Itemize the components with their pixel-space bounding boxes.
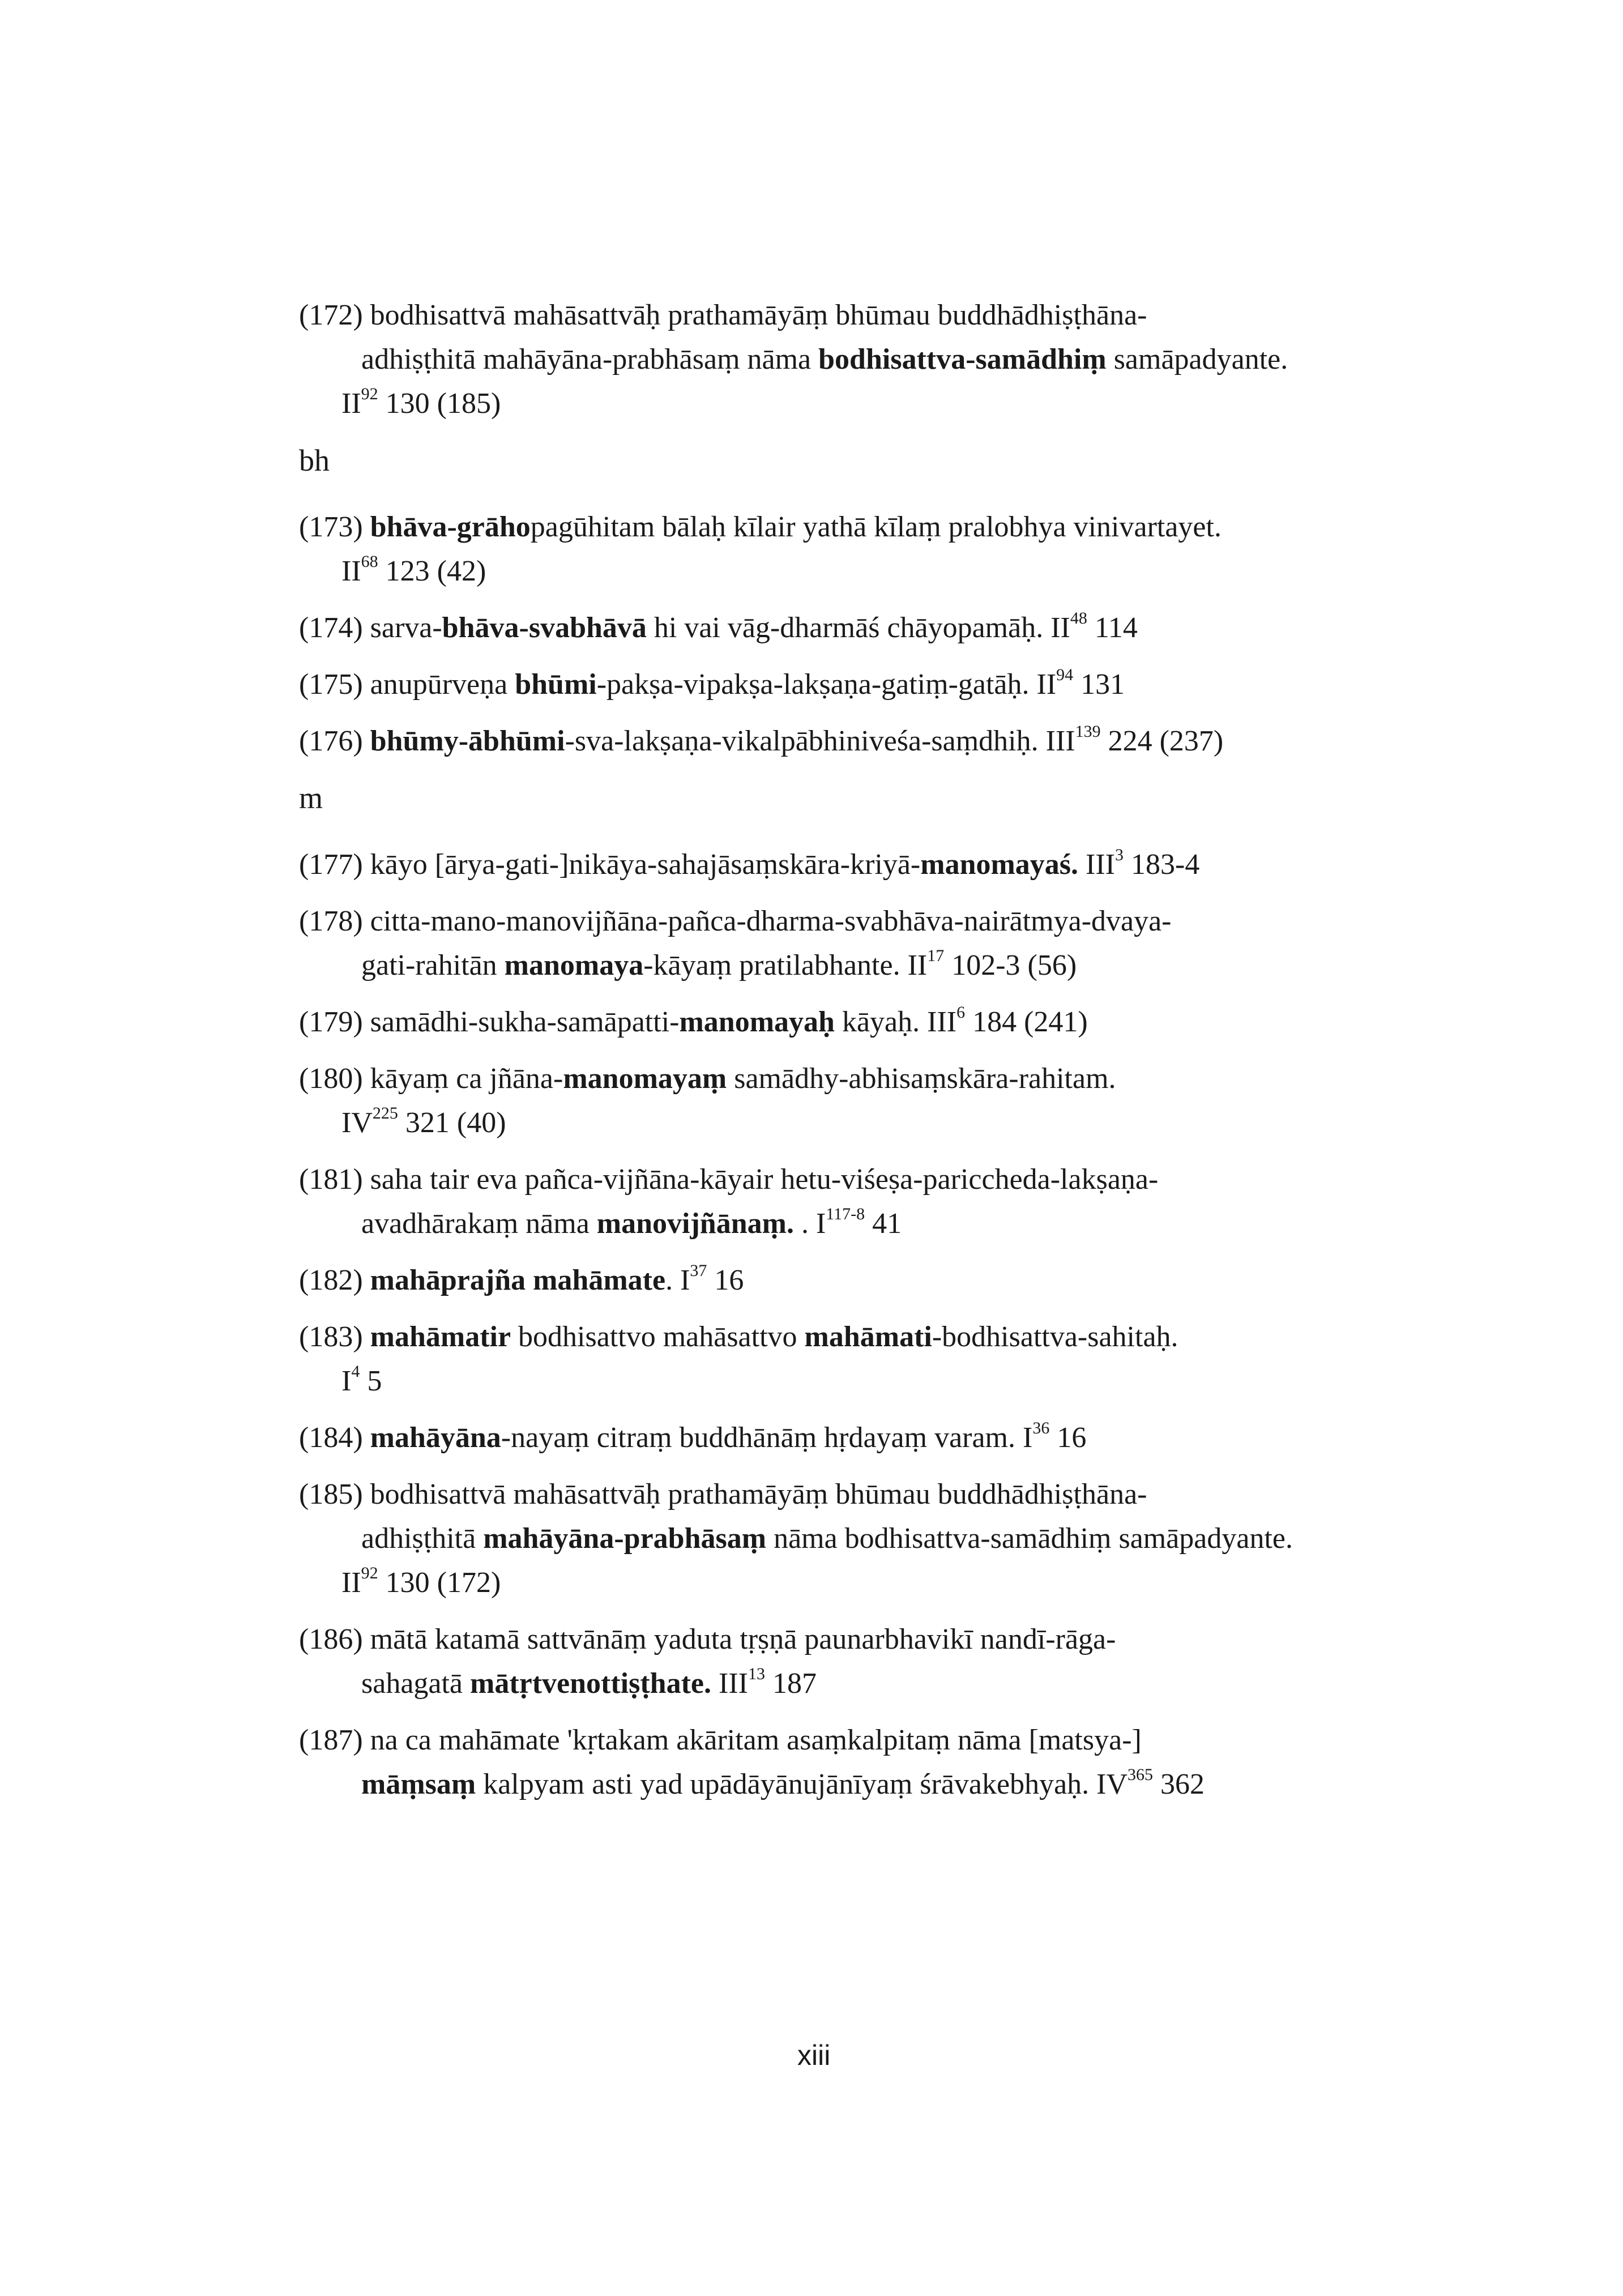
entry-line: [299, 1315, 1432, 1359]
entry-number: (174): [299, 612, 370, 644]
entry-text: [1078, 848, 1086, 881]
entry-text: adhiṣṭhitā: [361, 1522, 484, 1555]
page-number: xiii: [797, 2039, 831, 2071]
entry-text: .: [793, 1207, 816, 1240]
reference-section-superscript: 13: [748, 1665, 765, 1683]
entry-reference: [299, 1101, 1432, 1145]
headword: manomaya: [504, 949, 644, 981]
entry-text: 224 (237): [1100, 725, 1224, 757]
headword: mahāmatir: [370, 1321, 511, 1353]
reference-section-superscript: 6: [956, 1003, 966, 1022]
entry-text: pagūhitam bālaḥ kīlair yathā kīlaṃ pralobhya vinivartayet.: [530, 511, 1221, 543]
reference-volume: III: [1086, 848, 1115, 881]
entry-number: (172): [299, 299, 370, 331]
entry-text: 41: [865, 1207, 902, 1240]
entry-text: sahagatā: [361, 1667, 471, 1700]
headword: māṃsaṃ: [361, 1768, 476, 1800]
entry-line: [299, 1202, 1432, 1246]
entry-number: (185): [299, 1478, 370, 1510]
reference-section-superscript: 3: [1115, 846, 1124, 864]
reference-section-superscript: 225: [372, 1104, 398, 1123]
reference-volume: II: [341, 387, 361, 420]
entry-text: 187: [764, 1667, 817, 1700]
glossary-entry: [299, 899, 1432, 988]
reference-section-superscript: 94: [1056, 665, 1074, 684]
entry-number: (186): [299, 1623, 370, 1655]
entry-text: kalpyam asti yad upādāyānujānīyaṃ śrāvakebhyaḥ.: [476, 1768, 1097, 1800]
entry-text: samāpadyante.: [1106, 343, 1288, 375]
reference-section-superscript: 365: [1127, 1765, 1154, 1784]
entry-text: sarva-: [370, 612, 442, 644]
glossary-entry: [299, 663, 1432, 707]
headword: bhāva-svabhāvā: [442, 612, 647, 644]
reference-volume: II: [907, 949, 928, 981]
glossary-entry: [299, 1718, 1432, 1807]
entry-text: -nayaṃ citraṃ buddhānāṃ hṛdayaṃ varam.: [501, 1422, 1023, 1454]
section-heading-bh: bh: [299, 443, 330, 477]
entry-line: [299, 1517, 1432, 1561]
glossary-body: [299, 293, 1432, 1819]
headword: manovijñānaṃ.: [596, 1207, 794, 1240]
entry-number: (178): [299, 905, 370, 937]
reference-section-superscript: 68: [361, 552, 378, 571]
entry-text: mātā katamā sattvānāṃ yaduta tṛṣṇā paunarbhavikī nandī-rāga-: [370, 1623, 1116, 1655]
entry-text: na ca mahāmate 'kṛtakam akāritam asaṃkalpitaṃ nāma [matsya-]: [370, 1724, 1142, 1756]
entry-line: [299, 505, 1432, 549]
entry-line: [299, 944, 1432, 988]
headword: bodhisattva-samādhiṃ: [818, 343, 1107, 375]
entry-reference: [299, 549, 1432, 594]
reference-volume: III: [719, 1667, 748, 1700]
entry-text: -kāyaṃ pratilabhante.: [643, 949, 908, 981]
headword: mahāprajña mahāmate: [370, 1264, 666, 1296]
entry-reference: [299, 382, 1432, 426]
glossary-entry: [299, 606, 1432, 650]
reference-volume: I: [341, 1365, 352, 1397]
entry-text: 102-3 (56): [944, 949, 1077, 981]
glossary-entry: [299, 1000, 1432, 1044]
glossary-entry: [299, 505, 1432, 594]
headword: manomayaḥ: [679, 1006, 835, 1038]
entry-number: (176): [299, 725, 370, 757]
reference-section-superscript: 117-8: [826, 1205, 865, 1223]
reference-volume: II: [1036, 668, 1057, 701]
entry-line: [299, 1000, 1432, 1044]
entry-text: 16: [707, 1264, 744, 1296]
entry-line: [299, 1473, 1432, 1517]
entry-number: (173): [299, 511, 370, 543]
reference-volume: III: [1045, 725, 1075, 757]
glossary-entry: [299, 1258, 1432, 1303]
entry-line: [299, 1158, 1432, 1202]
reference-section-superscript: 4: [351, 1362, 360, 1381]
entry-number: (183): [299, 1321, 370, 1353]
entry-text: .: [665, 1264, 681, 1296]
reference-section-superscript: 92: [361, 385, 378, 403]
headword: mahāyāna: [370, 1422, 501, 1454]
glossary-entry: [299, 1158, 1432, 1246]
entry-text: kāyaḥ.: [834, 1006, 928, 1038]
reference-pages: 130 (172): [378, 1567, 501, 1599]
reference-volume: II: [1050, 612, 1070, 644]
entry-number: (179): [299, 1006, 370, 1038]
reference-pages: 321 (40): [398, 1107, 506, 1139]
glossary-entry: [299, 1315, 1432, 1403]
entry-line: [299, 1662, 1432, 1706]
reference-section-superscript: 48: [1070, 609, 1087, 628]
headword: bhāva-grāho: [370, 511, 531, 543]
entry-text: -pakṣa-vipakṣa-lakṣaṇa-gatiṃ-gatāḥ.: [596, 668, 1037, 701]
entry-text: citta-mano-manovijñāna-pañca-dharma-svabhāva-nairātmya-dvaya-: [370, 905, 1172, 937]
entry-text: hi vai vāg-dharmāś chāyopamāḥ.: [646, 612, 1051, 644]
glossary-entry: [299, 719, 1432, 763]
headword: mahāmati: [804, 1321, 932, 1353]
glossary-entry: [299, 1416, 1432, 1460]
entry-text: [711, 1667, 719, 1700]
glossary-entry: [299, 1618, 1432, 1706]
entry-line: [299, 899, 1432, 944]
entry-line: [299, 663, 1432, 707]
entry-line: [299, 719, 1432, 763]
entry-text: adhiṣṭhitā mahāyāna-prabhāsaṃ nāma: [361, 343, 819, 375]
entry-line: [299, 1718, 1432, 1762]
entry-number: (184): [299, 1422, 370, 1454]
glossary-entry: [299, 293, 1432, 426]
reference-section-superscript: 36: [1032, 1419, 1050, 1437]
entry-text: 131: [1073, 668, 1125, 701]
entry-text: avadhārakaṃ nāma: [361, 1207, 597, 1240]
headword: manomayaṃ: [563, 1062, 727, 1095]
reference-volume: IV: [1096, 1768, 1128, 1800]
entry-line: [299, 293, 1432, 338]
entry-reference: [299, 1359, 1432, 1403]
reference-volume: I: [680, 1264, 690, 1296]
glossary-entry: [299, 1473, 1432, 1605]
entry-line: [299, 606, 1432, 650]
entry-text: nāma bodhisattva-samādhiṃ samāpadyante.: [766, 1522, 1293, 1555]
entry-text: anupūrveṇa: [370, 668, 515, 701]
entry-line: [299, 843, 1432, 887]
reference-section-superscript: 37: [690, 1261, 707, 1280]
entry-line: [299, 1258, 1432, 1303]
entry-text: kāyaṃ ca jñāna-: [370, 1062, 563, 1095]
reference-pages: 130 (185): [378, 387, 501, 420]
entry-line: [299, 1416, 1432, 1460]
entry-text: gati-rahitān: [361, 949, 505, 981]
entry-number: (182): [299, 1264, 370, 1296]
entry-line: [299, 1618, 1432, 1662]
entry-text: bodhisattvā mahāsattvāḥ prathamāyāṃ bhūmau buddhādhiṣṭhāna-: [370, 299, 1147, 331]
entry-number: (181): [299, 1163, 370, 1196]
headword: manomayaś.: [920, 848, 1079, 881]
glossary-entry: [299, 1057, 1432, 1145]
entry-text: 184 (241): [965, 1006, 1088, 1038]
reference-volume: I: [1023, 1422, 1033, 1454]
reference-volume: I: [815, 1207, 826, 1240]
entry-text: kāyo [ārya-gati-]nikāya-sahajāsaṃskāra-kriyā-: [370, 848, 921, 881]
entry-reference: [299, 1561, 1432, 1605]
entry-group-top: [299, 293, 1432, 426]
entry-group-bh: [299, 505, 1432, 763]
entry-text: -bodhisattva-sahitaḥ.: [932, 1321, 1178, 1353]
entry-number: (187): [299, 1724, 370, 1756]
entry-number: (180): [299, 1062, 370, 1095]
section-heading-m: m: [299, 781, 323, 815]
entry-text: bodhisattvā mahāsattvāḥ prathamāyāṃ bhūmau buddhādhiṣṭhāna-: [370, 1478, 1147, 1510]
headword: mahāyāna-prabhāsaṃ: [483, 1522, 767, 1555]
entry-line: [299, 338, 1432, 382]
reference-section-superscript: 17: [927, 946, 945, 965]
entry-number: (175): [299, 668, 370, 701]
reference-section-superscript: 139: [1075, 722, 1101, 741]
reference-volume: III: [927, 1006, 957, 1038]
reference-pages: 123 (42): [378, 555, 486, 587]
entry-text: -sva-lakṣaṇa-vikalpābhiniveśa-saṃdhiḥ.: [565, 725, 1046, 757]
entry-text: samādhi-sukha-samāpatti-: [370, 1006, 680, 1038]
entry-text: 183-4: [1124, 848, 1200, 881]
reference-section-superscript: 92: [361, 1564, 378, 1582]
reference-volume: II: [341, 1567, 361, 1599]
entry-text: 362: [1153, 1768, 1205, 1800]
entry-text: 114: [1087, 612, 1138, 644]
reference-volume: II: [341, 555, 361, 587]
entry-text: saha tair eva pañca-vijñāna-kāyair hetu-viśeṣa-pariccheda-lakṣaṇa-: [370, 1163, 1159, 1196]
entry-text: bodhisattvo mahāsattvo: [511, 1321, 805, 1353]
entry-line: [299, 1762, 1432, 1807]
glossary-entry: [299, 843, 1432, 887]
entry-text: 16: [1049, 1422, 1087, 1454]
entry-group-m: [299, 843, 1432, 1807]
entry-text: samādhy-abhisaṃskāra-rahitam.: [727, 1062, 1116, 1095]
headword: bhūmy-ābhūmi: [370, 725, 565, 757]
reference-pages: 5: [360, 1365, 382, 1397]
entry-number: (177): [299, 848, 370, 881]
entry-line: [299, 1057, 1432, 1101]
headword: bhūmi: [515, 668, 597, 701]
headword: mātṛtvenottiṣṭhate.: [470, 1667, 711, 1700]
reference-volume: IV: [341, 1107, 373, 1139]
